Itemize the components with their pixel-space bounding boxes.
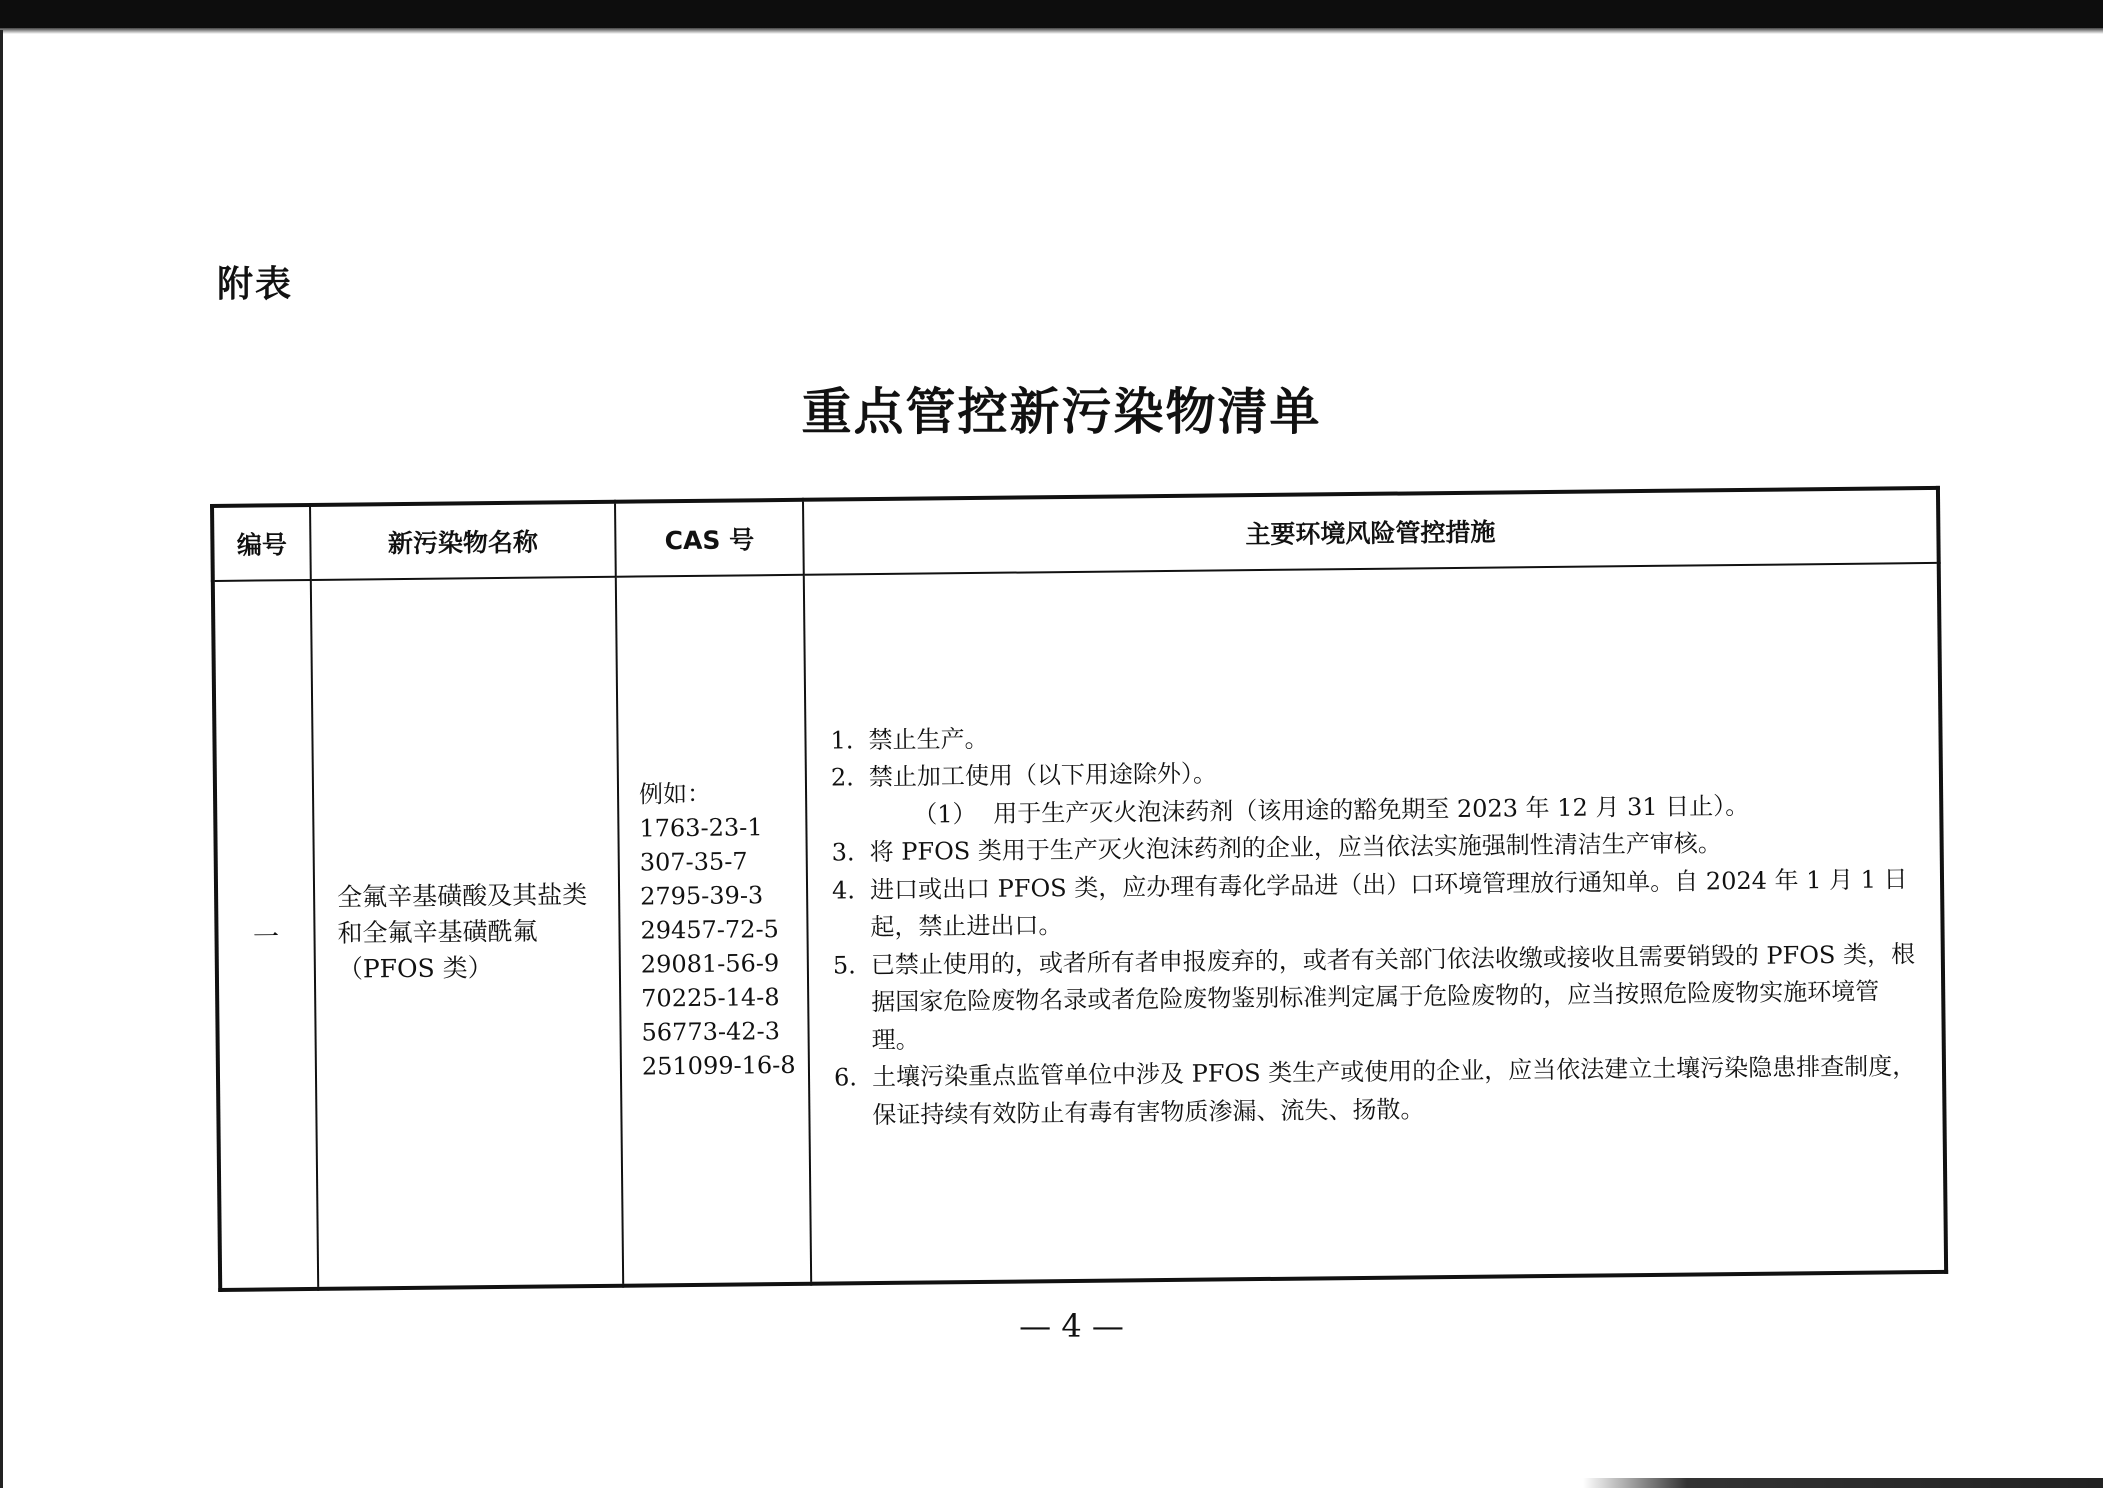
scan-bottom-smudge bbox=[1583, 1478, 2103, 1488]
measure-text: 将 PFOS 类用于生产灭火泡沫药剂的企业，应当依法实施强制性清洁生产审核。 bbox=[869, 829, 1722, 867]
pollutant-table bbox=[210, 486, 1948, 1292]
scan-top-band bbox=[0, 0, 2103, 28]
appendix-label: 附表 bbox=[217, 264, 294, 305]
measure-text: 进口或出口 PFOS 类，应办理有毒化学品进（出）口环境管理放行通知单。自 2024 年 1 月 1 日起，禁止进出口。 bbox=[869, 864, 1908, 942]
measure-item bbox=[833, 936, 1924, 1060]
name-line: （PFOS 类） bbox=[337, 953, 493, 984]
cas-number: 29081-56-9 bbox=[640, 949, 780, 979]
page-title: 重点管控新污染物清单 bbox=[801, 382, 1322, 441]
cas-number: 2795-39-3 bbox=[639, 881, 764, 911]
measure-item bbox=[834, 1048, 1925, 1134]
cas-intro: 例如： bbox=[638, 779, 712, 809]
measure-text: 土壤污染重点监管单位中涉及 PFOS 类生产或使用的企业，应当依法建立土壤污染隐患排查制度，保证持续有效防止有毒有害物质渗漏、流失、扬散。 bbox=[871, 1052, 1917, 1129]
measure-text: 用于生产灭火泡沫药剂（该用途的豁免期至 2023 年 12 月 31 日止）。 bbox=[993, 791, 1750, 828]
table-row bbox=[213, 563, 1946, 1290]
measure-number: 4. bbox=[831, 876, 856, 905]
header-no: 编号 bbox=[212, 505, 311, 581]
measure-text: 禁止生产。 bbox=[868, 724, 989, 754]
page-number: — 4 — bbox=[1019, 1307, 1124, 1345]
scan-left-edge bbox=[0, 30, 3, 1488]
cas-number: 307-35-7 bbox=[639, 847, 748, 877]
header-cas: CAS 号 bbox=[615, 500, 804, 577]
header-measures: 主要环境风险管控措施 bbox=[803, 488, 1939, 575]
table-wrapper bbox=[210, 486, 1948, 1292]
measure-subnumber: （1） bbox=[913, 799, 977, 829]
cell-no: 一 bbox=[213, 580, 318, 1290]
measure-number: 6. bbox=[833, 1063, 858, 1092]
name-line: 和全氟辛基磺酰氟 bbox=[337, 916, 538, 948]
measure-number: 2. bbox=[830, 763, 854, 792]
cas-number: 56773-42-3 bbox=[641, 1017, 781, 1047]
name-line: 全氟辛基磺酸及其盐类 bbox=[336, 880, 588, 912]
cell-measures bbox=[804, 563, 1946, 1284]
measure-text: 已禁止使用的，或者所有者申报废弃的，或者有关部门依法收缴或接收且需要销毁的 PFOS 类，根据国家危险废物名录或者危险废物鉴别标准判定属于危险废物的，应当按照危险废物实施环境管理。 bbox=[870, 939, 1916, 1054]
cas-number: 70225-14-8 bbox=[641, 983, 780, 1013]
measure-number: 5. bbox=[832, 951, 856, 980]
measure-item bbox=[832, 861, 1923, 947]
measure-number: 3. bbox=[831, 838, 855, 867]
measure-number: 1. bbox=[830, 726, 854, 755]
cas-number: 29457-72-5 bbox=[640, 915, 780, 945]
cas-number: 1763-23-1 bbox=[639, 813, 763, 843]
cas-number: 251099-16-8 bbox=[641, 1050, 796, 1081]
scan-top-shade bbox=[0, 28, 2103, 34]
cell-cas bbox=[616, 575, 811, 1286]
header-name: 新污染物名称 bbox=[310, 502, 616, 580]
cell-name bbox=[311, 577, 623, 1289]
measure-text: 禁止加工使用（以下用途除外）。 bbox=[868, 759, 1218, 792]
